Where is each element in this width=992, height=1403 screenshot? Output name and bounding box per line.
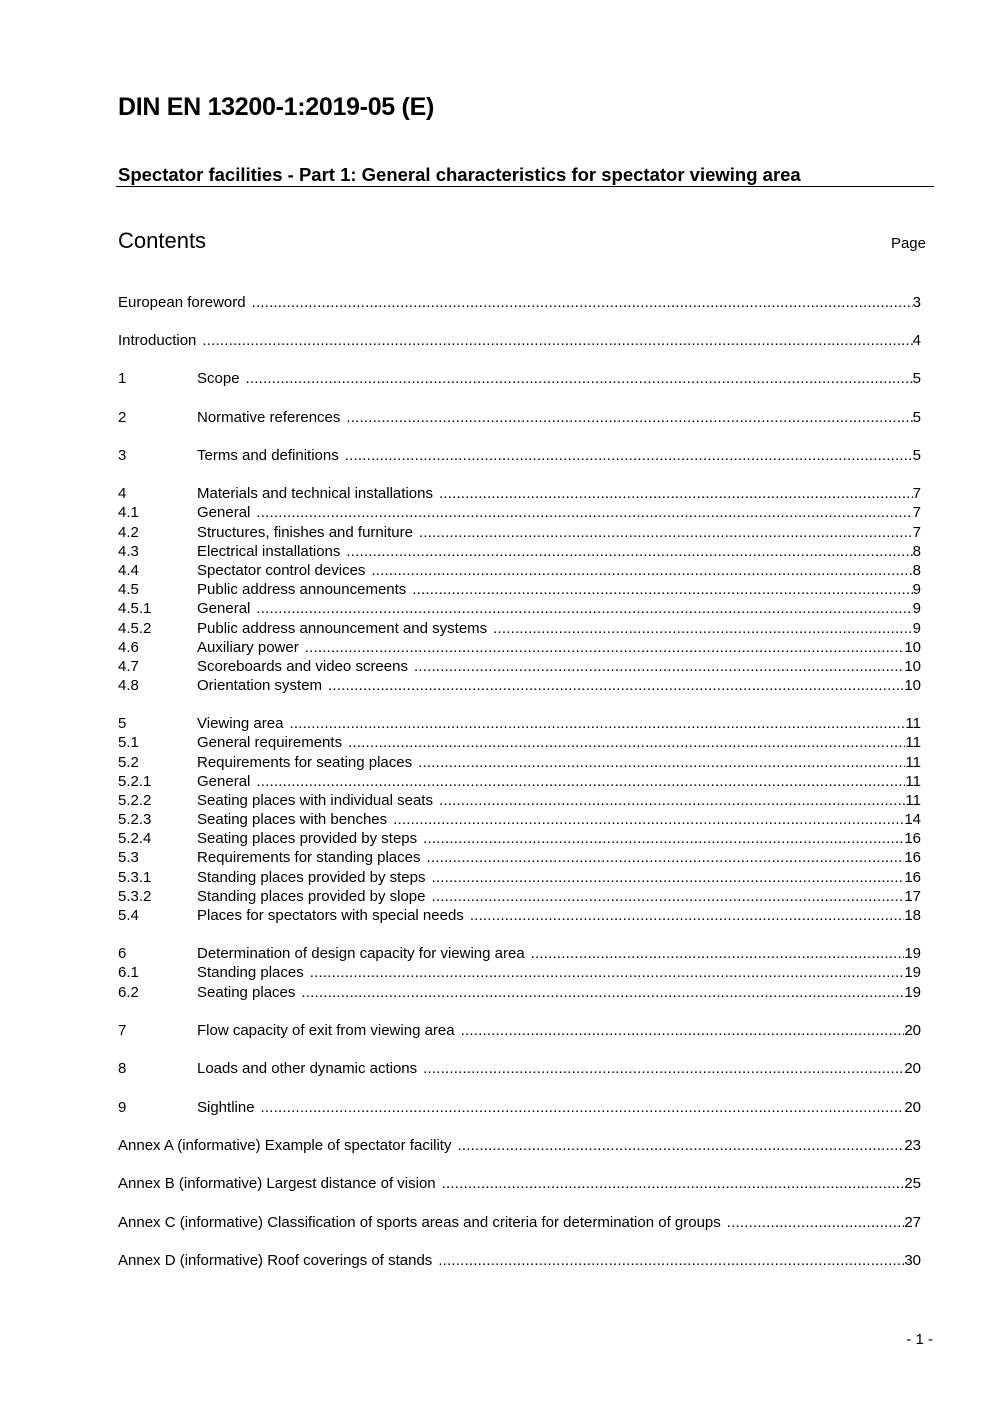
toc-entry[interactable] xyxy=(118,292,921,311)
toc-entry-title: European foreword xyxy=(118,294,246,311)
toc-entry-title: Standing places provided by steps xyxy=(197,869,426,886)
toc-entry-page: 16 xyxy=(904,830,921,847)
toc-entry-number: 4.5.1 xyxy=(118,600,152,617)
toc-entry[interactable] xyxy=(118,1135,921,1154)
toc-dot-leader xyxy=(442,1175,905,1192)
toc-entry-title: Structures, finishes and furniture xyxy=(197,524,413,541)
toc-dot-leader xyxy=(439,792,905,809)
toc-entry-number: 4 xyxy=(118,485,127,502)
toc-entry-number: 5.2.3 xyxy=(118,811,152,828)
toc-entry-page: 11 xyxy=(905,734,921,751)
toc-entry-number: 3 xyxy=(118,447,127,464)
toc-entry-title: Seating places with individual seats xyxy=(197,792,433,809)
toc-entry-number: 5 xyxy=(118,715,127,732)
toc-entry-title: Requirements for seating places xyxy=(197,754,413,771)
toc-dot-leader xyxy=(310,964,905,981)
toc-dot-leader xyxy=(461,1022,905,1039)
toc-entry-number: 5.2.4 xyxy=(118,830,152,847)
page-footer-number: - 1 - xyxy=(906,1331,933,1348)
toc-entry-number: 5.3 xyxy=(118,849,139,866)
toc-entry[interactable] xyxy=(118,1020,921,1039)
toc-entry-page: 19 xyxy=(904,945,921,962)
toc-entry-title: Auxiliary power xyxy=(197,639,299,656)
toc-entry-page: 9 xyxy=(912,620,921,637)
toc-entry[interactable] xyxy=(118,330,921,349)
toc-entry-title: Annex C (informative) Classification of sports areas and criteria for determination of groups xyxy=(118,1214,721,1231)
toc-entry-page: 14 xyxy=(904,811,921,828)
toc-entry[interactable] xyxy=(118,445,921,464)
toc-dot-leader xyxy=(418,754,905,771)
toc-dot-leader xyxy=(414,658,904,675)
toc-entry-page: 16 xyxy=(904,869,921,886)
toc-dot-leader xyxy=(346,409,912,426)
toc-entry-title: Standing places xyxy=(197,964,304,981)
toc-entry-number: 4.7 xyxy=(118,658,139,675)
toc-entry-page: 7 xyxy=(912,485,921,502)
toc-entry-title: General xyxy=(197,600,251,617)
toc-dot-leader xyxy=(301,984,904,1001)
toc-entry[interactable] xyxy=(118,522,921,541)
toc-entry-title: Public address announcements xyxy=(197,581,407,598)
toc-dot-leader xyxy=(531,945,905,962)
toc-entry-page: 9 xyxy=(912,600,921,617)
toc-entry-title: Annex B (informative) Largest distance of vision xyxy=(118,1175,436,1192)
toc-dot-leader xyxy=(328,677,904,694)
toc-entry-number: 4.6 xyxy=(118,639,139,656)
toc-entry-page: 8 xyxy=(912,562,921,579)
toc-dot-leader xyxy=(348,734,905,751)
toc-entry[interactable] xyxy=(118,541,921,560)
toc-entry-title: Scope xyxy=(197,370,240,387)
toc-entry-page: 17 xyxy=(904,888,921,905)
toc-dot-leader xyxy=(256,504,912,521)
toc-entry-page: 10 xyxy=(904,658,921,675)
toc-entry-number: 4.3 xyxy=(118,543,139,560)
toc-entry[interactable] xyxy=(118,713,921,732)
toc-entry-page: 19 xyxy=(904,984,921,1001)
toc-entry[interactable] xyxy=(118,867,921,886)
toc-entry[interactable] xyxy=(118,1097,921,1116)
toc-entry[interactable] xyxy=(118,732,921,751)
toc-dot-leader xyxy=(727,1214,905,1231)
toc-entry-number: 5.2.2 xyxy=(118,792,152,809)
toc-dot-leader xyxy=(470,907,905,924)
toc-entry-page: 20 xyxy=(904,1022,921,1039)
toc-dot-leader xyxy=(202,332,912,349)
table-of-contents xyxy=(118,0,921,1403)
toc-dot-leader xyxy=(256,600,912,617)
toc-entry-title: Viewing area xyxy=(197,715,284,732)
toc-entry-title: Electrical installations xyxy=(197,543,341,560)
toc-entry-title: Introduction xyxy=(118,332,197,349)
toc-dot-leader xyxy=(431,869,904,886)
toc-entry-number: 1 xyxy=(118,370,127,387)
toc-entry[interactable] xyxy=(118,579,921,598)
toc-entry[interactable] xyxy=(118,771,921,790)
toc-dot-leader xyxy=(246,370,913,387)
toc-entry[interactable] xyxy=(118,1250,921,1269)
toc-entry[interactable] xyxy=(118,483,921,502)
toc-entry[interactable] xyxy=(118,656,921,675)
toc-entry-title: Public address announcement and systems xyxy=(197,620,488,637)
toc-entry-page: 11 xyxy=(905,754,921,771)
toc-entry[interactable] xyxy=(118,809,921,828)
toc-dot-leader xyxy=(419,524,913,541)
toc-dot-leader xyxy=(423,1060,904,1077)
toc-entry[interactable] xyxy=(118,675,921,694)
toc-entry[interactable] xyxy=(118,1212,921,1231)
toc-entry[interactable] xyxy=(118,368,921,387)
toc-entry[interactable] xyxy=(118,1173,921,1192)
toc-entry-page: 20 xyxy=(904,1099,921,1116)
toc-entry-number: 6.1 xyxy=(118,964,139,981)
toc-entry-number: 9 xyxy=(118,1099,127,1116)
toc-entry-title: Standing places provided by slope xyxy=(197,888,426,905)
toc-entry-page: 30 xyxy=(904,1252,921,1269)
page-column-heading: Page xyxy=(890,235,926,252)
toc-entry-page: 23 xyxy=(904,1137,921,1154)
toc-entry-number: 5.2.1 xyxy=(118,773,152,790)
toc-entry-page: 11 xyxy=(905,715,921,732)
toc-entry-page: 5 xyxy=(912,447,921,464)
toc-entry-title: Seating places provided by steps xyxy=(197,830,418,847)
toc-entry-title: General xyxy=(197,773,251,790)
toc-entry-title: Loads and other dynamic actions xyxy=(197,1060,418,1077)
toc-entry[interactable] xyxy=(118,982,921,1001)
toc-entry[interactable] xyxy=(118,637,921,656)
toc-entry-number: 6.2 xyxy=(118,984,139,1001)
toc-entry-number: 6 xyxy=(118,945,127,962)
toc-entry[interactable] xyxy=(118,560,921,579)
toc-dot-leader xyxy=(493,620,912,637)
toc-entry[interactable] xyxy=(118,828,921,847)
toc-entry-page: 11 xyxy=(905,792,921,809)
toc-entry-number: 4.2 xyxy=(118,524,139,541)
toc-dot-leader xyxy=(438,1252,904,1269)
toc-dot-leader xyxy=(457,1137,904,1154)
toc-entry-title: General xyxy=(197,504,251,521)
toc-dot-leader xyxy=(371,562,912,579)
toc-entry[interactable] xyxy=(118,847,921,866)
toc-entry-page: 7 xyxy=(912,504,921,521)
toc-entry-number: 2 xyxy=(118,409,127,426)
toc-entry-page: 3 xyxy=(912,294,921,311)
toc-entry-page: 5 xyxy=(912,409,921,426)
toc-entry-number: 4.5 xyxy=(118,581,139,598)
toc-dot-leader xyxy=(261,1099,905,1116)
toc-entry-number: 7 xyxy=(118,1022,127,1039)
toc-entry-number: 5.1 xyxy=(118,734,139,751)
toc-entry-page: 20 xyxy=(904,1060,921,1077)
toc-entry-title: Materials and technical installations xyxy=(197,485,433,502)
toc-entry-number: 4.1 xyxy=(118,504,139,521)
toc-dot-leader xyxy=(426,849,904,866)
toc-entry[interactable] xyxy=(118,1058,921,1077)
toc-dot-leader xyxy=(345,447,913,464)
toc-entry[interactable] xyxy=(118,752,921,771)
toc-entry-title: Seating places xyxy=(197,984,296,1001)
toc-entry-title: Orientation system xyxy=(197,677,323,694)
toc-dot-leader xyxy=(393,811,904,828)
toc-entry-title: Determination of design capacity for viewing area xyxy=(197,945,525,962)
toc-entry-page: 7 xyxy=(912,524,921,541)
toc-entry-title: Requirements for standing places xyxy=(197,849,421,866)
toc-entry-number: 4.5.2 xyxy=(118,620,152,637)
toc-entry-number: 4.4 xyxy=(118,562,139,579)
toc-entry[interactable] xyxy=(118,618,921,637)
toc-entry[interactable] xyxy=(118,790,921,809)
toc-entry-page: 27 xyxy=(904,1214,921,1231)
toc-entry-page: 5 xyxy=(912,370,921,387)
toc-dot-leader xyxy=(305,639,905,656)
document-id: DIN EN 13200-1:2019-05 (E) xyxy=(118,93,434,121)
toc-entry[interactable] xyxy=(118,962,921,981)
toc-entry[interactable] xyxy=(118,886,921,905)
toc-entry-page: 18 xyxy=(904,907,921,924)
toc-entry-number: 5.3.1 xyxy=(118,869,152,886)
toc-entry-number: 5.2 xyxy=(118,754,139,771)
toc-entry-page: 4 xyxy=(912,332,921,349)
toc-dot-leader xyxy=(432,888,905,905)
toc-entry-title: Scoreboards and video screens xyxy=(197,658,408,675)
toc-entry[interactable] xyxy=(118,407,921,426)
toc-entry-title: Flow capacity of exit from viewing area xyxy=(197,1022,455,1039)
toc-dot-leader xyxy=(256,773,905,790)
toc-entry-title: Places for spectators with special needs xyxy=(197,907,464,924)
toc-entry-number: 5.4 xyxy=(118,907,139,924)
toc-entry-page: 11 xyxy=(905,773,921,790)
toc-entry-title: Seating places with benches xyxy=(197,811,388,828)
toc-entry-number: 5.3.2 xyxy=(118,888,152,905)
toc-entry-page: 8 xyxy=(912,543,921,560)
toc-dot-leader xyxy=(252,294,913,311)
toc-entry-page: 19 xyxy=(904,964,921,981)
toc-entry[interactable] xyxy=(118,502,921,521)
toc-entry-page: 25 xyxy=(904,1175,921,1192)
toc-entry-title: Terms and definitions xyxy=(197,447,339,464)
toc-entry-title: General requirements xyxy=(197,734,343,751)
toc-entry[interactable] xyxy=(118,598,921,617)
toc-entry-page: 16 xyxy=(904,849,921,866)
toc-dot-leader xyxy=(289,715,905,732)
toc-entry-page: 10 xyxy=(904,639,921,656)
toc-entry-number: 8 xyxy=(118,1060,127,1077)
toc-entry-title: Sightline xyxy=(197,1099,255,1116)
toc-dot-leader xyxy=(412,581,912,598)
document-subtitle: Spectator facilities - Part 1: General characteristics for spectator viewing area xyxy=(118,164,801,185)
toc-entry-title: Normative references xyxy=(197,409,341,426)
toc-dot-leader xyxy=(423,830,904,847)
toc-dot-leader xyxy=(346,543,912,560)
contents-heading: Contents xyxy=(118,228,207,253)
toc-entry-title: Annex D (informative) Roof coverings of stands xyxy=(118,1252,433,1269)
toc-entry-title: Annex A (informative) Example of spectator facility xyxy=(118,1137,452,1154)
toc-entry-page: 9 xyxy=(912,581,921,598)
toc-entry[interactable] xyxy=(118,905,921,924)
toc-entry-title: Spectator control devices xyxy=(197,562,366,579)
toc-entry-number: 4.8 xyxy=(118,677,139,694)
toc-entry[interactable] xyxy=(118,943,921,962)
toc-dot-leader xyxy=(439,485,913,502)
toc-entry-page: 10 xyxy=(904,677,921,694)
